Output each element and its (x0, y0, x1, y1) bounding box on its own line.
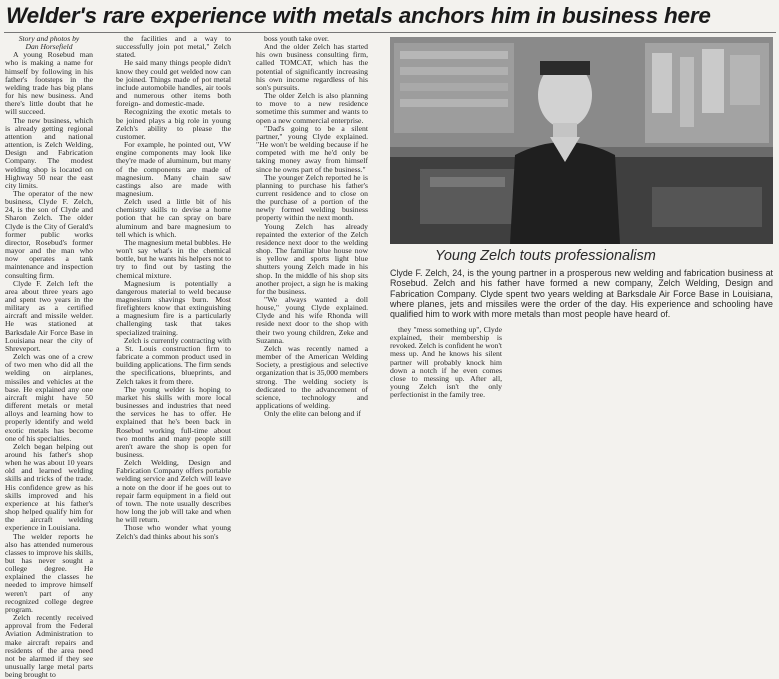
welder-photo-illustration (390, 37, 773, 244)
article-paragraph: A young Rosebud man who is making a name for himself by following in his father's footsteps in the welding trade has big plans for his new business. And there's little doubt that he will succeed. (5, 50, 93, 117)
article-paragraph: The younger Zelch reported he is planning to purchase his father's current residence and to close on the purchase of a portion of the newly formed welding business property within the next month. (256, 172, 368, 223)
photo-caption-title: Young Zelch touts professionalism (435, 248, 656, 264)
article-paragraph: Zelch was recently named a member of the American Welding Society, a prestigious and selective organization that is 35,000 members strong. The welding society is dedicated to the advancement of science, technology and applications of welding. (256, 343, 368, 411)
article-paragraph: Zelch used a little bit of his chemistry skills to devise a home potion that he can spray on bare aluminum and bare magnesium to tell which is which. (116, 197, 231, 239)
article-paragraph: Zelch Welding, Design and Fabrication Company offers portable welding service and Zelch will leave a note on the door if he goes out to repair farm equipment in a field out of town. The note usually describes how long the job will take and when he will return. (116, 458, 231, 525)
article-paragraph: The magnesium metal bubbles. He won't say what's in the chemical bottle, but he wants his helpers not to try to find out by tasting the chemical mixture. (116, 237, 231, 280)
article-paragraph: The older Zelch is also planning to move to a new residence sometime this summer and wants to open a new commercial enterprise. (256, 91, 368, 125)
byline-author: Dan Horsefield (25, 42, 73, 52)
article-paragraph: they "mess something up", Clyde explained, their membership is revoked. Zelch is confident he won't mess up. And he knows his silent partner will probably knock him down a notch if he even comes close to messing up. After all, young Zelch isn't the only perfectionist in the family tree. (390, 325, 502, 400)
article-paragraph: Only the elite can belong and if (264, 409, 361, 419)
article-column-2 (116, 35, 231, 560)
article-paragraph: Zelch was one of a crew of two men who did all the welding on airplanes, missiles and vehicles at the base. He explained any one aircraft might have 50 different metals or metal alloys and learning how to properly identify and weld exotic metals has become one of his specialties. (5, 352, 93, 443)
article-paragraph: The operator of the new business, Clyde F. Zelch, 24, is the son of Clyde and Sharon Zelch. The older Clyde is the City of Gerald's former public works director, Rosebud's former mayor and the man who now operates a tank maintenance and inspection consulting firm. (5, 188, 93, 280)
article-paragraph: the facilities and a way to successfully join pot metal," Zelch stated. (116, 34, 231, 60)
article-paragraph: The new business, which is already getting regional attention and national attention, is Zelch Welding, Design and Fabrication Company. The modest welding shop is located on Highway 50 near the east city limits. (5, 115, 93, 190)
welder-photo (390, 37, 773, 244)
article-paragraph: Magnesium is potentially a dangerous material to weld because magnesium shavings burn. Most firefighters know that extinguishing a magnesium fire is a particularly challenging task that takes specialized training. (116, 278, 231, 337)
article-column-1 (5, 34, 93, 679)
article-paragraph: Zelch is currently contracting with a St. Louis construction firm to fabricate a common product used in building applications. The firm sends the specifications, blueprints, and Zelch takes it from there. (116, 335, 231, 386)
article-paragraph: "Dad's going to be a silent partner," young Clyde explained. "He won't be welding because if he competed with me he'd only be taking money away from himself since he owns part of the business." (256, 123, 368, 174)
article-paragraph: "We always wanted a doll house," young Clyde explained. Clyde and his wife Rhonda will reside next door to the shop with their two young children, Zeke and Suzanna. (256, 295, 368, 345)
article-paragraph: And the older Zelch has started his own business consulting firm, called TOMCAT, which has the potential of significantly increasing his own income regardless of his son's pursuits. (256, 42, 368, 92)
article-paragraph: Young Zelch has already repainted the exterior of the Zelch residence next door to the welding shop. The familiar blue house now is yellow and sports light blue shutters young Zelch made in his shop. In the middle of his shop sits another project, a sign he is making for the business. (256, 221, 368, 296)
article-paragraph: For example, he pointed out, VW engine components may look like they're made of aluminum, but many of the components are made of magnesium. Many chain saw castings also are made with magnesium. (116, 140, 231, 198)
article-paragraph: Zelch recently received approval from the Federal Aviation Administration to make aircraft repairs and residents of the area need not be alarmed if they see unusually large metal parts being brought to (5, 613, 93, 679)
article-paragraph: Those who wonder what young Zelch's dad thinks about his son's (116, 523, 231, 541)
byline-credit: Story and photos by (18, 34, 80, 43)
headline: Welder's rare experience with metals anchors him in business here (6, 3, 711, 28)
article-paragraph: Clyde F. Zelch left the area about three years ago and spent two years in the military as a certified aircraft and missile welder. He was stationed at Barksdale Air Force Base in Louisiana near the city of Shreveport. (5, 278, 93, 353)
headline-rule (4, 32, 776, 33)
byline (5, 35, 93, 51)
article-column-4 (390, 326, 502, 560)
article-paragraph: The welder reports he also has attended numerous classes to improve his skills, but has never sought a college degree. He explained the classes he needed to improve himself weren't part of any recognized college degree program. (5, 531, 93, 614)
article-paragraph: Zelch began helping out around his father's shop when he was about 10 years old and learned welding skills and tricks of the trade. His confidence grew as his skills improved and his experience at his father's shop helped qualify him for the aircraft welding experience in Louisiana. (5, 441, 93, 533)
article-column-3 (256, 35, 368, 560)
article-paragraph: He said many things people didn't know they could get welded now can be joined. Things made of pot metal include automobile handles, air tools and numerous other items both foreign- and domestic-made. (116, 58, 231, 109)
article-paragraph: boss youth take over. (264, 34, 329, 43)
article-paragraph: The young welder is hoping to market his skills with more local businesses and industries that need the services he has to offer. He explained that he's been back in Rosebud working full-time about two months and many people still aren't aware the shop is open for business. (116, 384, 231, 459)
photo-caption-text: Clyde F. Zelch, 24, is the young partner in a prosperous new welding and fabrication business at Rosebud. Zelch and his father have formed a new company, Zelch Welding, Design and Fabrication Company. Clyde spent two years welding at Barksdale Air Force Base in Louisiana, where planes, jets and missiles were the order of the day. His experience and schooling have qualified him to work with more metals than most people have heard of. (390, 268, 773, 320)
article-paragraph: Recognizing the exotic metals to be joined plays a big role in young Zelch's ability to please the customer. (116, 107, 231, 141)
